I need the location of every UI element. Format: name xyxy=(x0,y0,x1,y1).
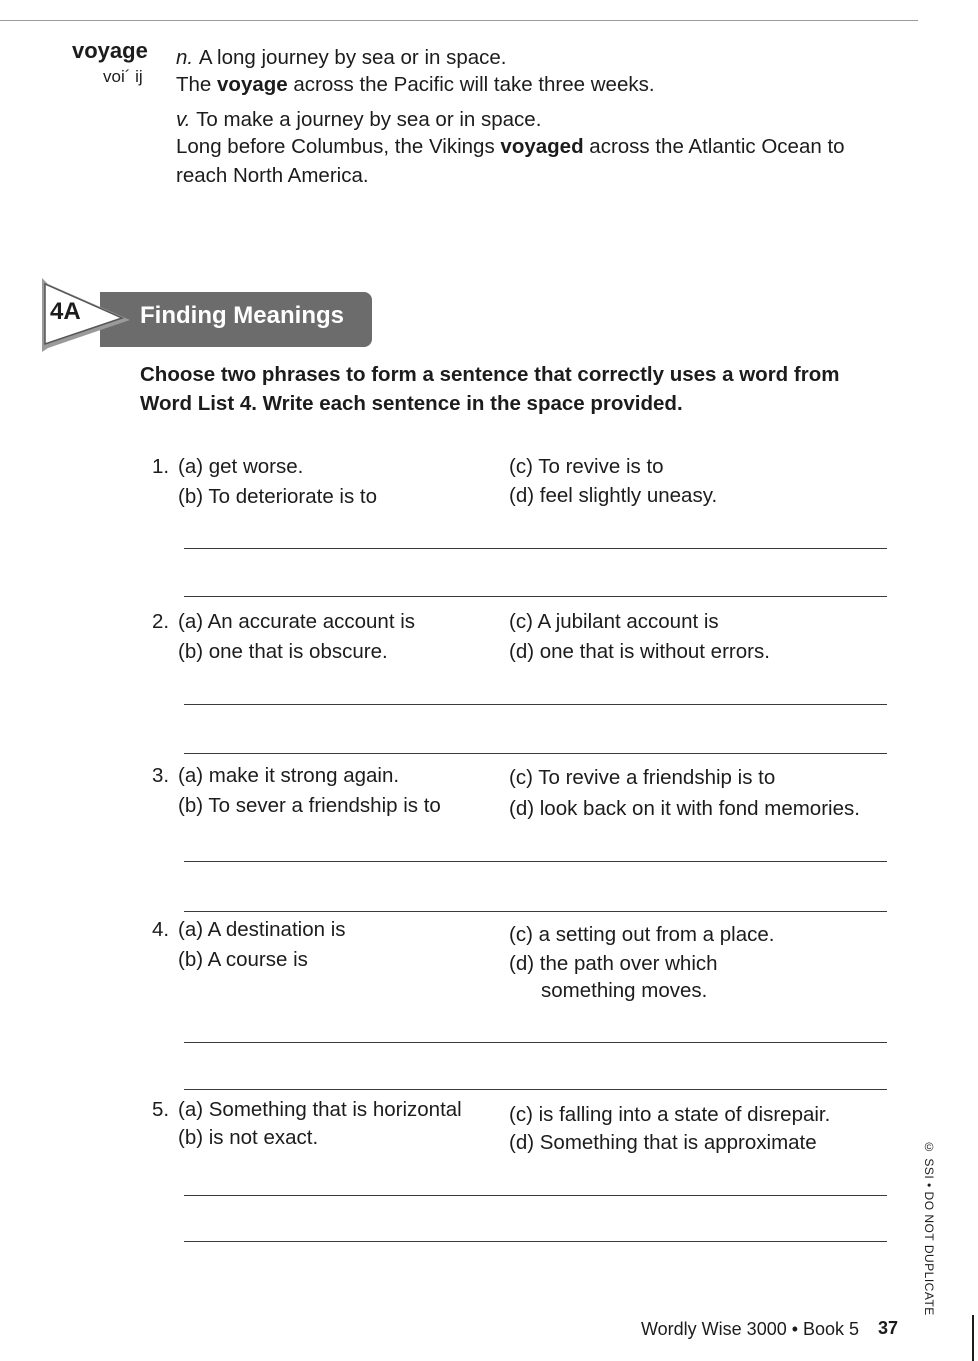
verb-example-text: Long before Columbus, the Vikings xyxy=(176,135,501,158)
option-d: (d) one that is without errors. xyxy=(509,640,770,663)
option-b: (b) one that is obscure. xyxy=(178,640,388,663)
instructions-line1: Choose two phrases to form a sentence that correctly uses a word from xyxy=(140,363,840,386)
section-banner xyxy=(40,276,380,356)
verb-example-line2: reach North America. xyxy=(176,164,369,187)
option-a: (a) An accurate account is xyxy=(178,610,416,633)
answer-line[interactable] xyxy=(184,548,887,549)
answer-line[interactable] xyxy=(184,861,887,862)
answer-line[interactable] xyxy=(184,1241,887,1242)
noun-definition xyxy=(176,44,507,71)
noun-example xyxy=(176,71,655,98)
footer-book: Wordly Wise 3000 • Book 5 xyxy=(641,1319,860,1339)
noun-example-bold: voyage xyxy=(217,73,288,96)
option-c: (c) To revive is to xyxy=(509,455,664,478)
instructions-line2: Word List 4. Write each sentence in the space provided. xyxy=(140,392,683,415)
answer-line[interactable] xyxy=(184,1195,887,1196)
item-number: 3. xyxy=(152,764,170,787)
verb-pos: v. xyxy=(176,108,191,131)
entry-word: voyage xyxy=(72,38,148,63)
noun-definition-text: A long journey by sea or in space. xyxy=(198,46,507,69)
verb-definition-text: To make a journey by sea or in space. xyxy=(196,108,542,131)
section-title: Finding Meanings xyxy=(140,302,344,329)
option-d: (d) look back on it with fond memories. xyxy=(509,797,860,820)
noun-example-text: The xyxy=(176,73,218,96)
option-b: (b) is not exact. xyxy=(178,1126,319,1149)
page-number: 37 xyxy=(878,1318,899,1338)
copyright-note: © SSI • DO NOT DUPLICATE xyxy=(922,1140,936,1316)
answer-line[interactable] xyxy=(184,1089,887,1090)
option-c: (c) is falling into a state of disrepair. xyxy=(509,1103,831,1126)
noun-example-text-end: across the Pacific will take three weeks. xyxy=(287,73,655,96)
option-c: (c) To revive a friendship is to xyxy=(509,766,776,789)
item-number: 2. xyxy=(152,610,170,633)
instructions xyxy=(140,360,860,418)
verb-example-bold: voyaged xyxy=(500,135,584,158)
option-a: (a) Something that is horizontal xyxy=(178,1098,462,1121)
item-number: 4. xyxy=(152,918,170,941)
noun-pos: n. xyxy=(176,46,194,69)
answer-line[interactable] xyxy=(184,1042,887,1043)
option-d-continued: something moves. xyxy=(541,979,708,1002)
option-d: (d) the path over which xyxy=(509,952,718,975)
option-a: (a) make it strong again. xyxy=(178,764,400,787)
option-c: (c) a setting out from a place. xyxy=(509,923,775,946)
option-d: (d) Something that is approximate xyxy=(509,1131,817,1154)
answer-line[interactable] xyxy=(184,753,887,754)
answer-line[interactable] xyxy=(184,704,887,705)
option-d: (d) feel slightly uneasy. xyxy=(509,484,718,507)
option-c: (c) A jubilant account is xyxy=(509,610,719,633)
option-b: (b) A course is xyxy=(178,948,308,971)
option-a: (a) A destination is xyxy=(178,918,346,941)
option-b: (b) To sever a friendship is to xyxy=(178,794,441,817)
option-a: (a) get worse. xyxy=(178,455,304,478)
verb-example-line1 xyxy=(176,133,845,160)
verb-example-text-end: across the Atlantic Ocean to xyxy=(583,135,845,158)
item-number: 5. xyxy=(152,1098,170,1121)
verb-definition xyxy=(176,106,541,133)
entry-pronunciation: voi´ ij xyxy=(103,67,143,86)
answer-line[interactable] xyxy=(184,596,887,597)
section-number: 4A xyxy=(50,298,81,325)
top-rule xyxy=(0,20,918,21)
item-number: 1. xyxy=(152,455,170,478)
answer-line[interactable] xyxy=(184,911,887,912)
page-edge-mark xyxy=(972,1315,974,1361)
option-b: (b) To deteriorate is to xyxy=(178,485,378,508)
